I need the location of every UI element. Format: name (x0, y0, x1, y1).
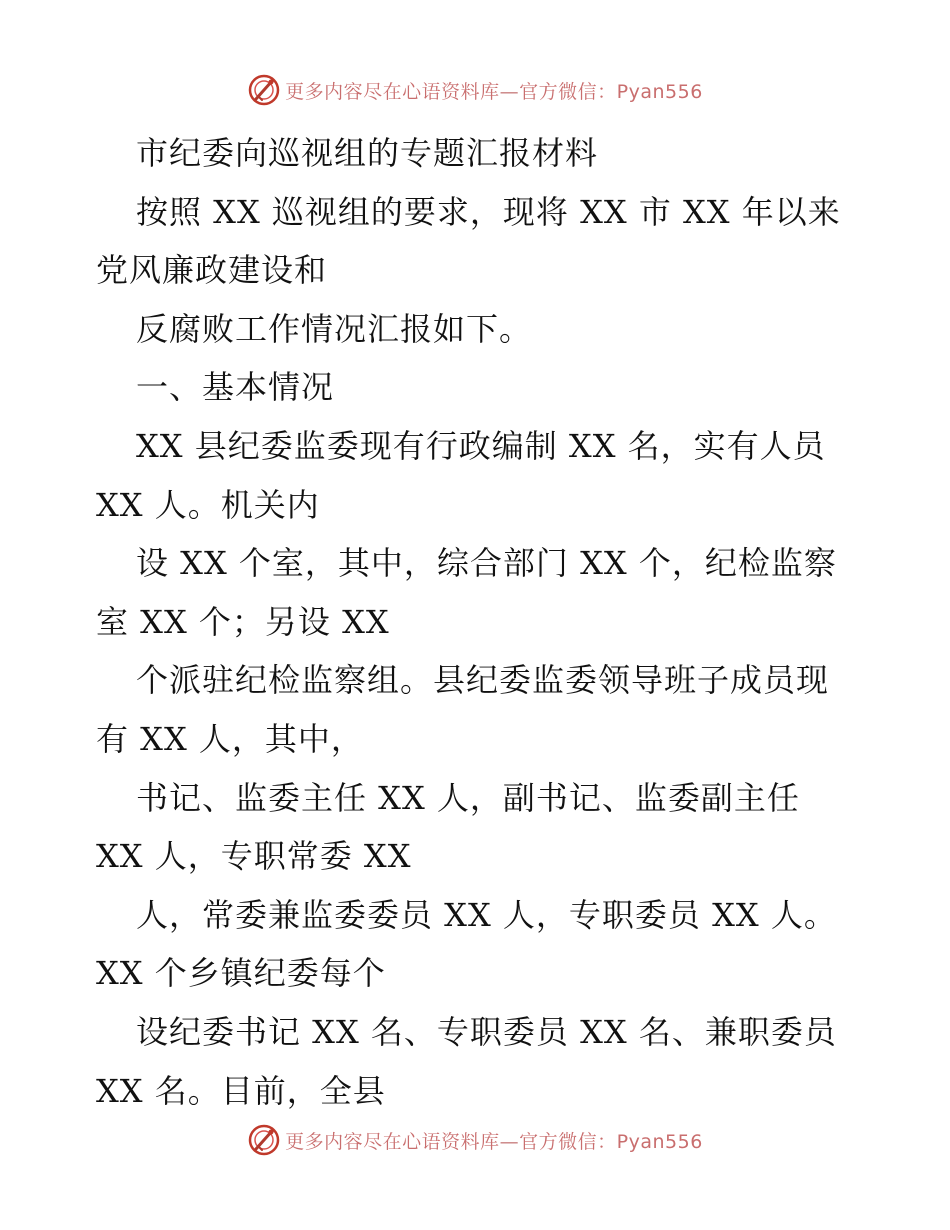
footer-watermark (0, 1120, 950, 1160)
watermark-brand: 更多内容尽在心语资料库 (285, 1130, 500, 1153)
paragraph-line: 设 XX 个室，其中，综合部门 XX 个，纪检监察 (136, 544, 837, 583)
seal-logo-icon (247, 73, 281, 107)
document-title: 市纪委向巡视组的专题汇报材料 (136, 134, 599, 172)
paragraph-line: 人，常委兼监委委员 XX 人，专职委员 XX 人。 (136, 895, 837, 934)
paragraph-line: 设纪委书记 XX 名、专职委员 XX 名、兼职委员 (136, 1012, 837, 1051)
watermark-dash: — (499, 80, 520, 103)
paragraph-line: XX 人，专职常委 XX (96, 837, 412, 876)
paragraph-line: 室 XX 个；另设 XX (96, 602, 390, 641)
document-body (96, 124, 856, 1120)
section-heading: 一、基本情况 (136, 368, 335, 407)
paragraph-line: XX 县纪委监委现有行政编制 XX 名，实有人员 (136, 426, 826, 465)
watermark-contact: 官方微信：Pyan556 (519, 1130, 703, 1153)
paragraph-line: XX 名。目前，全县 (96, 1071, 386, 1110)
watermark-brand: 更多内容尽在心语资料库 (285, 80, 500, 103)
seal-logo-icon (247, 1123, 281, 1157)
paragraph-line: 党风廉政建设和 (96, 251, 328, 290)
paragraph-line: 反腐败工作情况汇报如下。 (136, 309, 533, 348)
paragraph-line: XX 人。机关内 (96, 485, 320, 524)
paragraph-line: 按照 XX 巡视组的要求，现将 XX 市 XX 年以来 (136, 192, 841, 231)
paragraph-line: 书记、监委主任 XX 人，副书记、监委副主任 (136, 778, 800, 817)
paragraph-line: 个派驻纪检监察组。县纪委监委领导班子成员现 (136, 661, 830, 700)
paragraph-line: XX 个乡镇纪委每个 (96, 954, 386, 993)
paragraph-line: 有 XX 人，其中， (96, 719, 364, 758)
header-watermark (0, 70, 950, 110)
watermark-contact: 官方微信：Pyan556 (519, 80, 703, 103)
watermark-dash: — (499, 1130, 520, 1153)
